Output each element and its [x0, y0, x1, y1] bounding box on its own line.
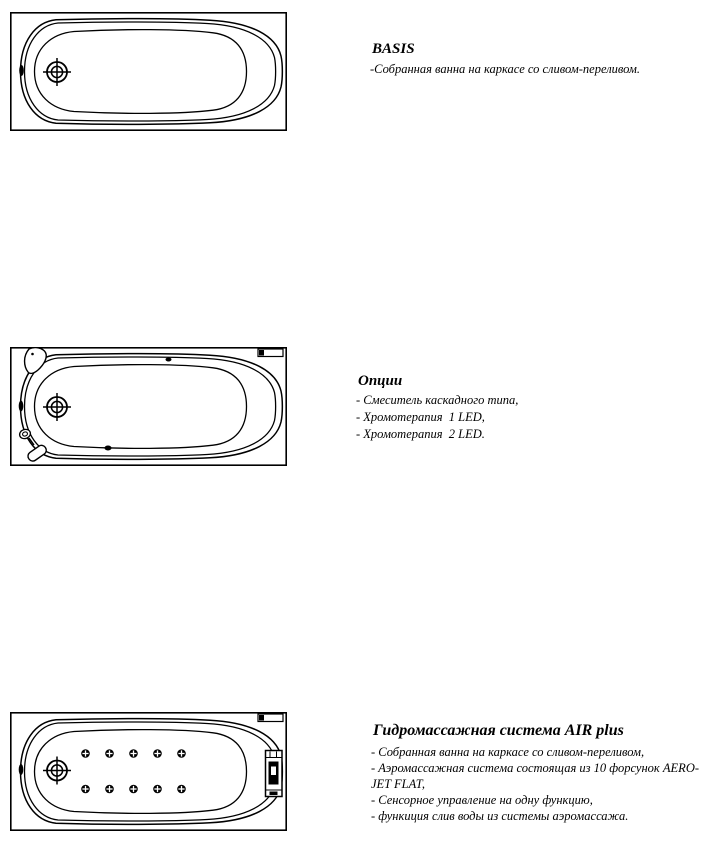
- section-air-plus: [373, 722, 624, 740]
- section-title: Гидромассажная система AIR plus: [373, 722, 624, 739]
- section-title: BASIS: [372, 41, 415, 57]
- overflow-icon: [19, 764, 24, 775]
- bullet-line: - Аэромассажная система состоящая из 10 форсунок AERO-JET FLAT,: [371, 761, 700, 791]
- led-indicator-icon: [166, 358, 172, 362]
- overflow-icon: [19, 65, 24, 76]
- led-indicator-icon: [105, 446, 112, 451]
- bullet-line: -Собранная ванна на каркасе со сливом-переливом.: [370, 62, 641, 76]
- tub-diagram-air-plus: [10, 712, 287, 831]
- bullet-line: - Собранная ванна на каркасе со сливом-переливом,: [371, 745, 645, 759]
- tub-diagram-options: [10, 347, 287, 466]
- section-options-bullets: [356, 392, 518, 443]
- section-basis-bullets: [370, 61, 640, 77]
- bullet-line: - Хромотерапия 1 LED,: [356, 410, 485, 424]
- section-air-plus-bullets: [371, 744, 714, 824]
- overflow-icon: [19, 401, 24, 412]
- tub-drawing: [10, 347, 287, 466]
- section-options: [358, 372, 402, 390]
- bullet-line: - Сенсорное управление на одну функцию,: [371, 793, 593, 807]
- tub-drawing: [10, 712, 287, 831]
- sensor-strip-icon: [258, 349, 283, 357]
- touch-panel-icon: [266, 751, 283, 797]
- bullet-line: - Смеситель каскадного типа,: [356, 393, 519, 407]
- tub-diagram-basis: [10, 12, 287, 131]
- tub-drawing: [10, 12, 287, 131]
- section-title: Опции: [358, 373, 403, 389]
- sensor-strip-icon: [258, 714, 283, 722]
- bullet-line: - Хромотерапия 2 LED.: [356, 427, 485, 441]
- bullet-line: - функиция слив воды из системы аэромассажа.: [371, 809, 629, 823]
- section-basis: [372, 40, 415, 58]
